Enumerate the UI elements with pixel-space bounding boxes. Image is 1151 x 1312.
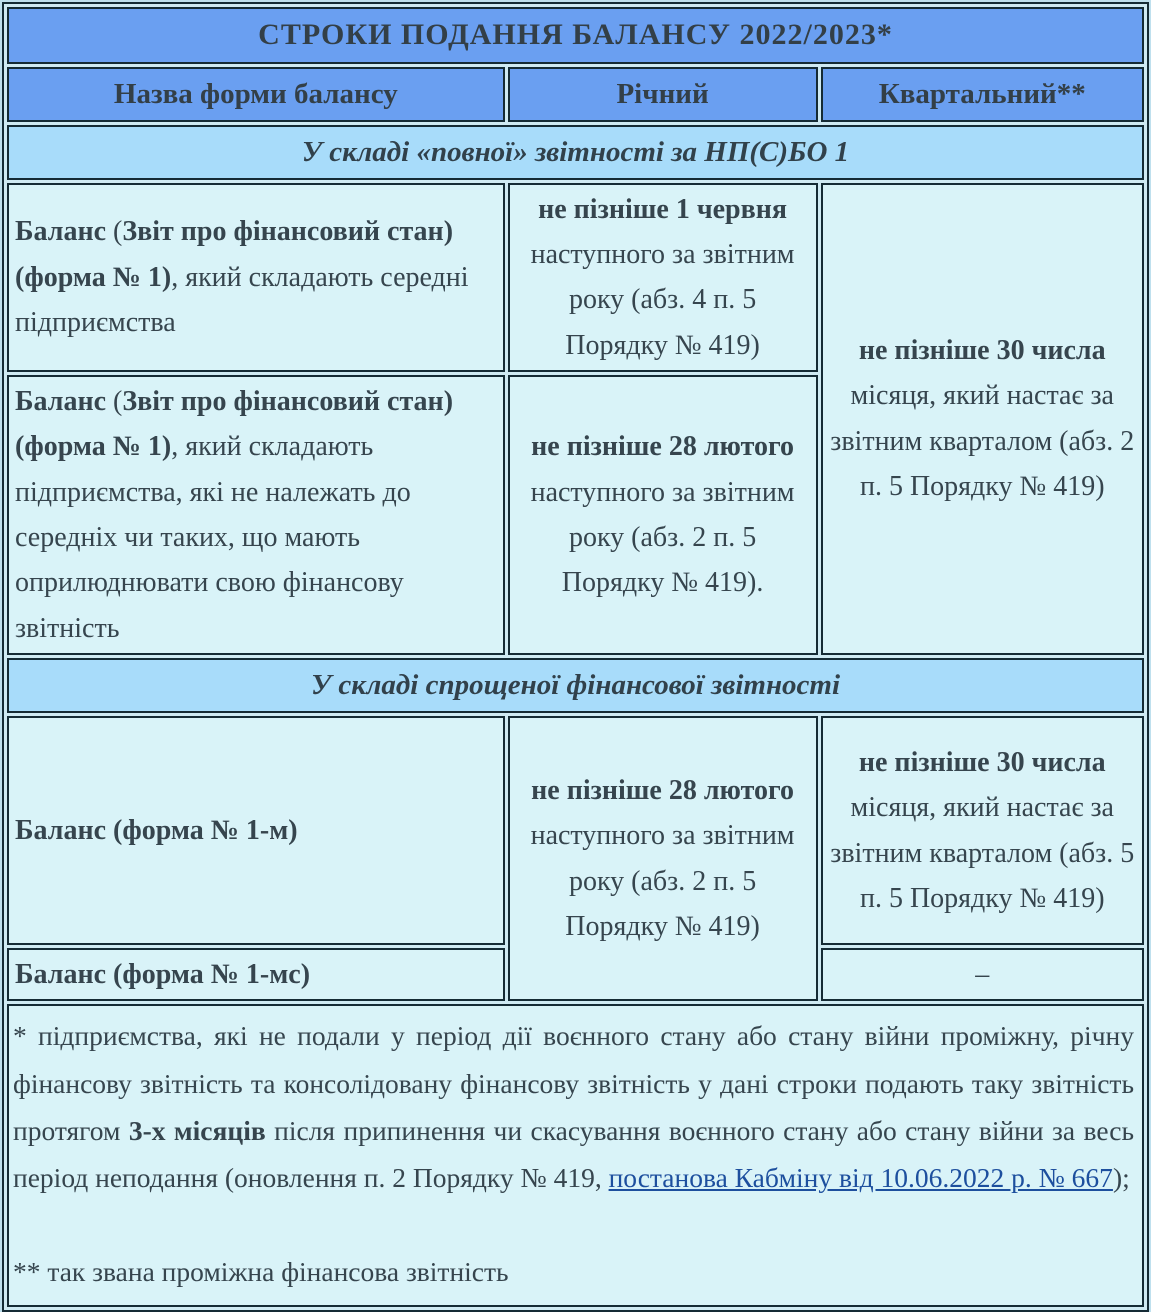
form-name-bold: Баланс [15, 216, 107, 248]
deadline-rest: наступного за звітним року (абз. 2 п. 5 Порядку № 419) [530, 820, 795, 943]
form-name-bold: Баланс [15, 385, 107, 417]
form-name-rest: , який складають середні підприємства [15, 261, 469, 338]
form-name-bold: Баланс (форма № 1-м) [15, 814, 298, 846]
column-header-quarterly: Квартальний** [821, 67, 1144, 122]
footnote-text: ); [1112, 1162, 1130, 1194]
form-name-rest: , який складають підприємства, які не належать до середніх чи таких, що мають оприлюднювати свою фінансову звітність [15, 431, 411, 644]
footnote-martial-law [13, 1012, 1134, 1201]
cell-form1mc [7, 948, 505, 1001]
footnote-interim-reporting: ** так звана проміжна фінансова звітність [13, 1255, 509, 1287]
deadline-bold: не пізніше 30 числа [858, 335, 1106, 367]
section-header-simplified-reporting: У складі спрощеної фінансової звітності [7, 658, 1144, 713]
footnote-text: * підприємства, які не подали у період дії воєнного стану або стану війни проміжну, річну фінансову звітність та консолідовану фінансову звітність у дані строки подають таку звітність протягом [13, 1020, 1134, 1147]
deadline-rest: наступного за звітним року (абз. 2 п. 5 Порядку № 419). [530, 476, 795, 599]
deadline-rest: місяця, який настає за звітним кварталом (абз. 5 п. 5 Порядку № 419) [830, 792, 1135, 914]
cell-quarterly-dash: – [821, 948, 1144, 1001]
deadline-rest: місяця, який настає за звітним кварталом (абз. 2 п. 5 Порядку № 419) [830, 380, 1135, 503]
section-header-full-reporting: У складі «повної» звітності за НП(С)БО 1 [7, 125, 1144, 180]
cell-form1-medium-enterprises [7, 183, 505, 372]
kabmin-resolution-link[interactable]: постанова Кабміну від 10.06.2022 р. № 667 [608, 1162, 1113, 1194]
form-name-bold: Баланс (форма № 1-мс) [15, 959, 311, 991]
column-header-form-name: Назва форми балансу [7, 67, 505, 122]
cell-annual-deadline-feb28-simplified [508, 716, 818, 1001]
cell-form1-other-enterprises [7, 375, 505, 655]
deadline-rest: наступного за звітним року (абз. 4 п. 5 Порядку № 419) [530, 238, 795, 361]
column-header-annual: Річний [508, 67, 818, 122]
cell-quarterly-deadline-30th-simplified [821, 716, 1144, 945]
form-name-bold2: Звіт про фінансовий стан) (форма № 1) [15, 385, 454, 463]
cell-annual-deadline-june1 [508, 183, 818, 372]
balance-deadlines-table [2, 2, 1149, 1312]
form-name-text: ( [106, 385, 123, 417]
deadline-bold: не пізніше 28 лютого [531, 775, 794, 807]
cell-form1m [7, 716, 505, 945]
table-title: СТРОКИ ПОДАННЯ БАЛАНСУ 2022/2023* [7, 7, 1144, 64]
cell-quarterly-deadline-30th [821, 183, 1144, 656]
cell-annual-deadline-feb28 [508, 375, 818, 655]
deadline-bold: не пізніше 1 червня [538, 193, 788, 225]
footnote-text: після припинення чи скасування воєнного стану або стану війни за весь період неподання (оновлення п. 2 Порядку № 419, [13, 1115, 1134, 1194]
form-name-bold2: Звіт про фінансовий стан) (форма № 1) [15, 216, 454, 293]
deadline-bold: не пізніше 30 числа [858, 746, 1106, 778]
footnotes-cell [7, 1004, 1144, 1306]
footnote-bold-3-months: 3-х місяців [128, 1115, 266, 1147]
form-name-text: ( [106, 216, 123, 248]
deadline-bold: не пізніше 28 лютого [531, 431, 794, 463]
